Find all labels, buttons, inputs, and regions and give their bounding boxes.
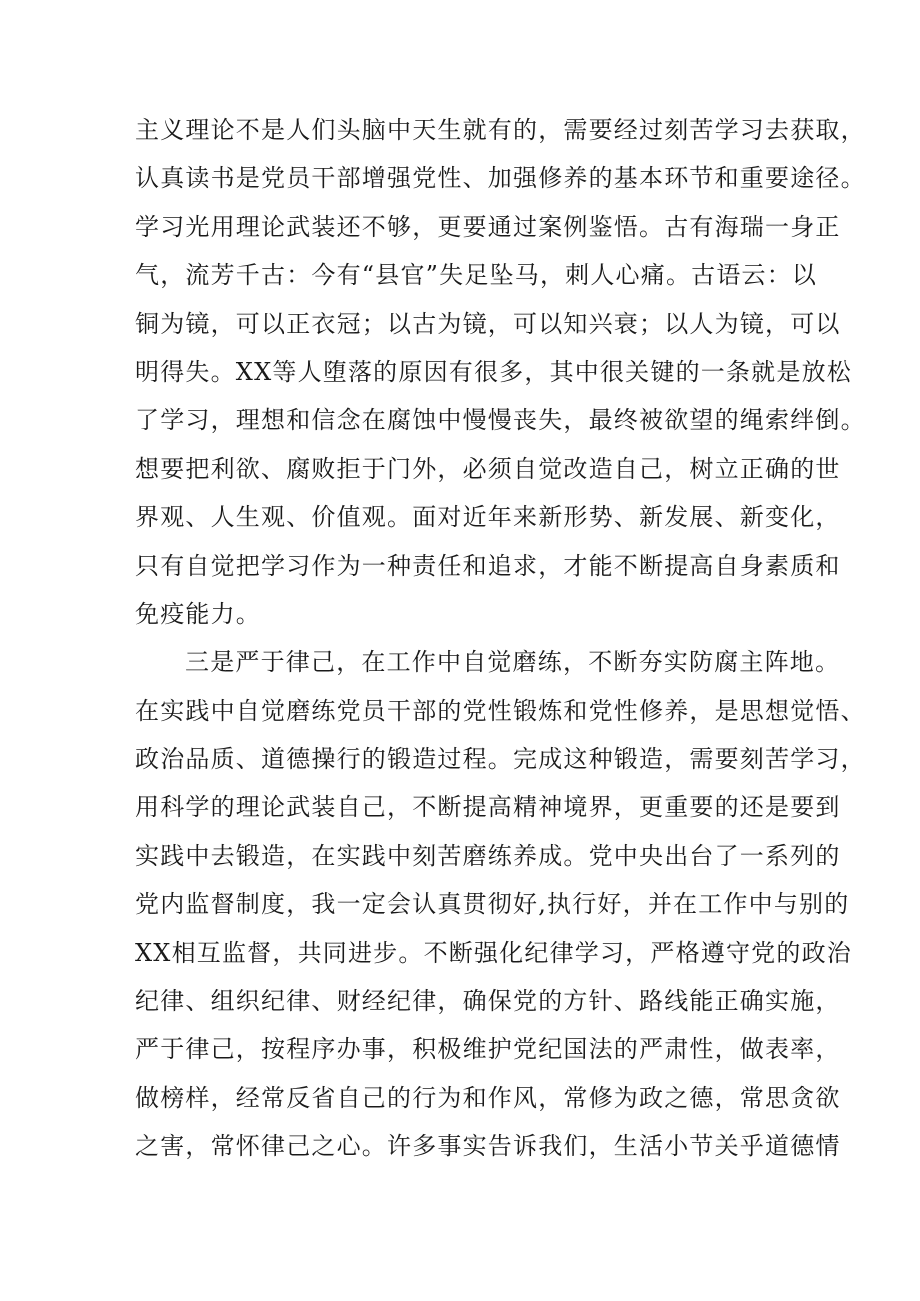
text-line-7: 了学习，理想和信念在腐蚀中慢慢丧失，最终被欲望的绳索绊倒。	[135, 406, 866, 435]
text-line-13: 在实践中自觉磨练党员干部的党性锻炼和党性修养，是思想觉悟、	[135, 696, 866, 725]
text-line-3: 学习光用理论武装还不够，更要通过案例鉴悟。古有海瑞一身正	[135, 212, 841, 241]
text-line-22: 之害，常怀律己之心。许多事实告诉我们，生活小节关乎道德情	[135, 1132, 841, 1161]
text-line-15: 用科学的理论武装自己，不断提高精神境界，更重要的还是要到	[135, 793, 841, 822]
text-line-18: XX相互监督，共同进步。不断强化纪律学习，严格遵守党的政治	[135, 938, 852, 967]
text-line-19: 纪律、组织纪律、财经纪律，确保党的方针、路线能正确实施，	[135, 987, 841, 1016]
text-line-5: 铜为镜，可以正衣冠；以古为镜，可以知兴衰；以人为镜，可以	[135, 309, 841, 338]
paragraph-heading-line: 三是严于律己，在工作中自觉磨练，不断夯实防腐主阵地。	[185, 648, 841, 677]
text-line-14: 政治品质、道德操行的锻造过程。完成这种锻造，需要刻苦学习，	[135, 745, 866, 774]
text-line-17: 党内监督制度，我一定会认真贯彻好,执行好，并在工作中与别的	[135, 890, 850, 919]
text-line-8: 想要把利欲、腐败拒于门外，必须自觉改造自己，树立正确的世	[135, 454, 841, 483]
body-text	[135, 106, 866, 1171]
text-line-21: 做榜样，经常反省自己的行为和作风，常修为政之德，常思贪欲	[135, 1083, 841, 1112]
text-line-16: 实践中去锻造，在实践中刻苦磨练养成。党中央出台了一系列的	[135, 841, 841, 870]
text-line-10: 只有自觉把学习作为一种责任和追求，才能不断提高自身素质和	[135, 551, 841, 580]
text-line-6: 明得失。XX等人堕落的原因有很多，其中很关键的一条就是放松	[135, 357, 852, 386]
text-line-1: 主义理论不是人们头脑中天生就有的，需要经过刻苦学习去获取，	[135, 116, 866, 144]
text-line-2: 认真读书是党员干部增强党性、加强修养的基本环节和重要途径。	[135, 164, 866, 193]
text-line-11: 免疫能力。	[135, 599, 261, 628]
text-line-4: 气，流芳千古：今有“县官”失足坠马，刺人心痛。古语云：以	[135, 261, 818, 290]
text-line-9: 界观、人生观、价值观。面对近年来新形势、新发展、新变化，	[135, 503, 841, 532]
text-line-20: 严于律己，按程序办事，积极维护党纪国法的严肃性，做表率，	[135, 1035, 841, 1064]
